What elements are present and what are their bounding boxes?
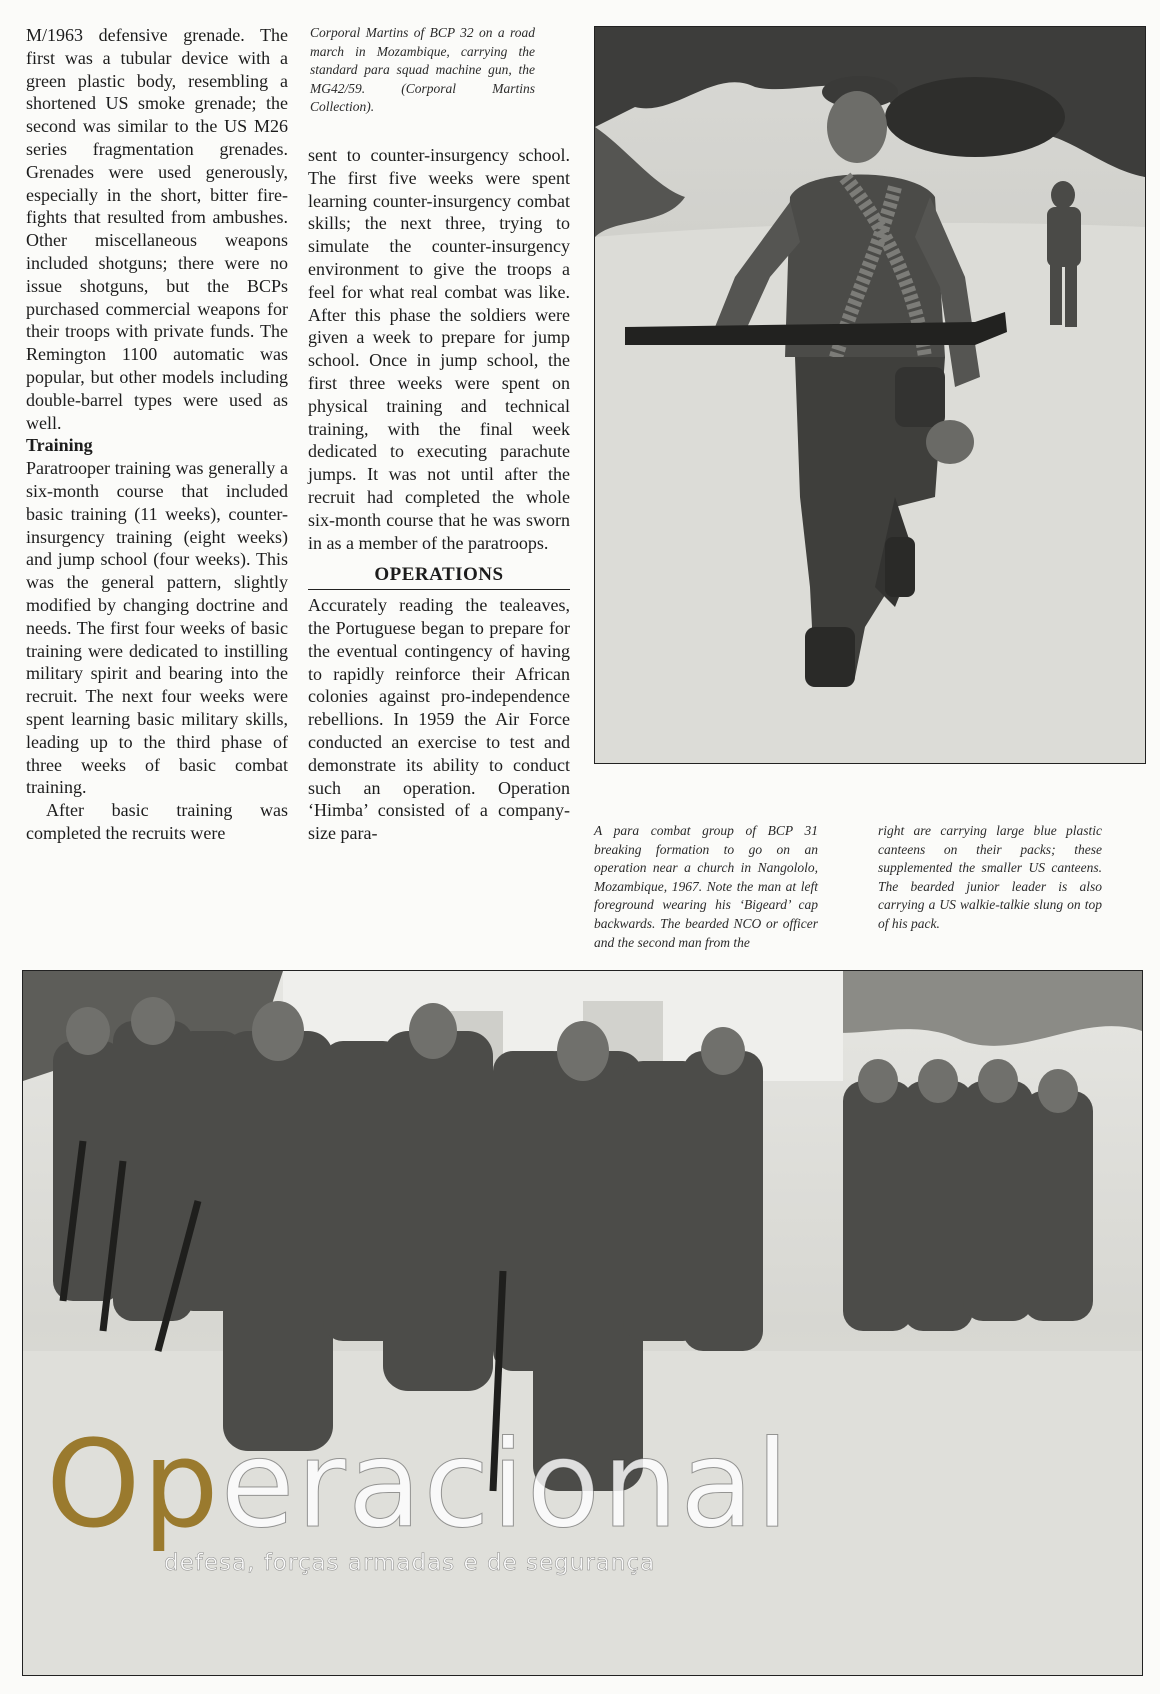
paragraph-counterinsurgency: sent to counter-insurgency school. The first five weeks were spent learning counter-insurgency combat skills; the next three, trying to simulate the counter-insurgency environment to give the troops a feel for what real combat was like. After this phase the soldiers were given a week to prepare for jump school. Once in jump school, the first three weeks were spent on physical training and technical training, with the final week dedicated to executing parachute jumps. It was not until after the recruit had completed the whole six-month course that he was sworn in as a member of the paratroops. xyxy=(308,145,570,553)
training-heading: Training xyxy=(26,435,93,456)
text-column-middle xyxy=(308,144,570,845)
paragraph-after-basic: After basic training was completed the recruits were xyxy=(26,800,288,843)
paragraph-training: Paratrooper training was generally a six-month course that included basic training (11 weeks), counter-insurgency training (eight weeks) and jump school (four weeks). This was the general pattern, slightly modified by changing doctrine and needs. The first four weeks of basic training were dedicated to instilling military spirit and bearing into the recruit. The next four weeks were spent learning basic military skills, leading up to the third phase of three weeks of basic combat training. xyxy=(26,458,288,798)
operations-heading: OPERATIONS xyxy=(308,564,570,590)
photo-combat-group xyxy=(22,970,1143,1676)
photo-combat-group-image xyxy=(23,971,1142,1675)
caption-combat-group-part1: A para combat group of BCP 31 breaking formation to go on an operation near a church in Nangololo, Mozambique, 1967. Note the man at left foreground wearing his ‘Bigeard’ cap backwards. The bearded NCO or officer and the second man from the xyxy=(594,823,818,950)
paragraph-grenades: M/1963 defensive grenade. The first was a tubular device with a green plastic body, resembling a shortened US smoke grenade; the second was similar to the US M26 series fragmentation grenades. Grenades were used generously, especially in the short, bitter fire-fights that resulted from ambushes. Other miscellaneous weapons included shotguns; there were no issue shotguns, but the BCPs purchased commercial weapons for their troops with private funds. The Remington 1100 automatic was popular, but other models including double-barrel types were used as well. xyxy=(26,25,288,433)
paragraph-operations: Accurately reading the tealeaves, the Portuguese began to prepare for the eventual contingency of having to rapidly reinforce their African colonies against pro-independence rebellions. In 1959 the Air Force conducted an exercise to test and demonstrate its ability to conduct such an operation. Operation ‘Himba’ consisted of a company-size para- xyxy=(308,595,570,844)
photo-machine-gunner xyxy=(594,26,1146,764)
photo-machine-gunner-image xyxy=(595,27,1145,763)
text-column-left xyxy=(26,24,288,845)
watermark-tagline: defesa, forças armadas e de segurança xyxy=(164,1550,656,1576)
caption-combat-group-part2: right are carrying large blue plastic canteens on their packs; these supplemented the smaller US canteens. The bearded junior leader is also carrying a US walkie-talkie slung on top of his pack. xyxy=(878,823,1102,931)
watermark-brand-rest: eracional xyxy=(220,1416,791,1555)
caption-machine-gunner: Corporal Martins of BCP 32 on a road march in Mozambique, carrying the standard para squad machine gun, the MG42/59. (Corporal Martins Collection). xyxy=(310,25,535,115)
watermark-brand-op: Op xyxy=(46,1416,221,1555)
